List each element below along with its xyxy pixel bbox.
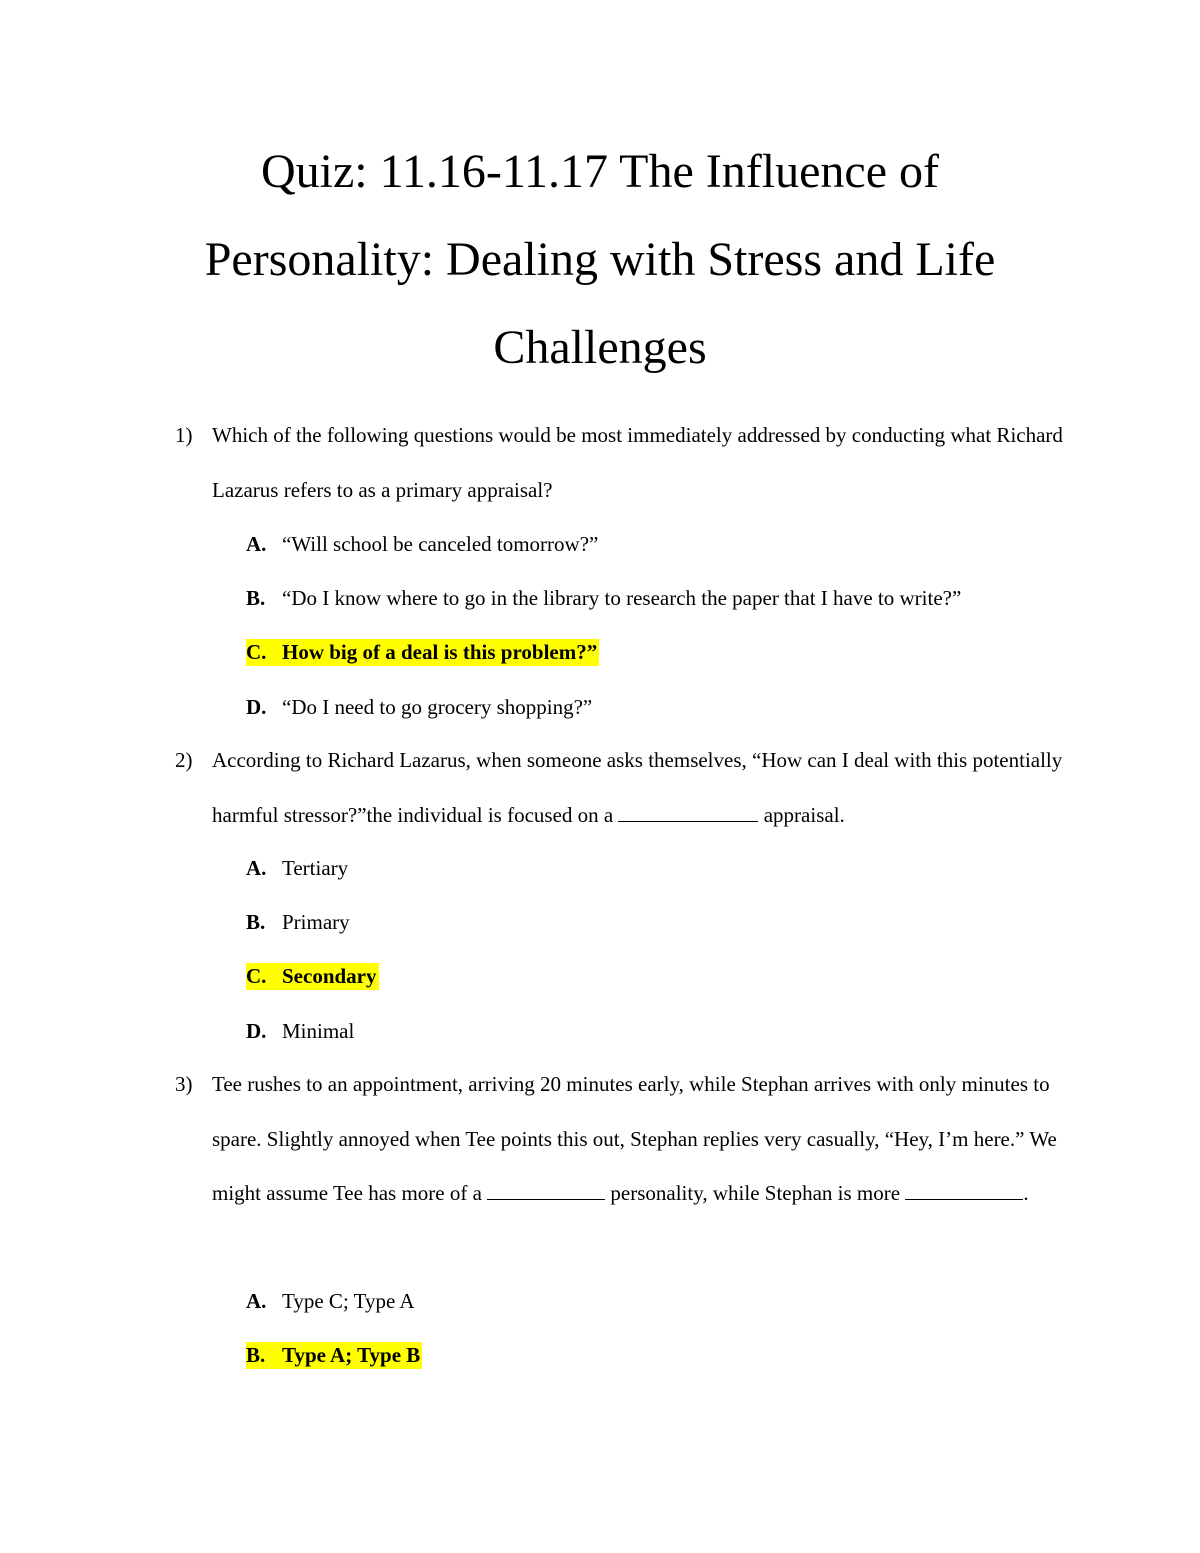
option-d [246,680,961,734]
option-letter: C. [246,964,267,989]
answer-blank [905,1181,1023,1200]
option-text: “Do I need to go grocery shopping?” [282,694,593,719]
option-c-correct-answer [246,625,961,679]
question-2 [175,733,1075,842]
question-1 [175,408,1075,517]
answer-highlight [246,1342,422,1369]
option-b [246,571,961,625]
answer-blank [487,1181,605,1200]
option-text: “Do I know where to go in the library to research the paper that I have to write?” [282,586,962,611]
option-c-correct-answer [246,949,379,1003]
title-line-3: Challenges [493,321,707,374]
question-2-options [246,841,379,1058]
question-1-options [246,517,961,734]
question-text-after: . [1023,1181,1029,1205]
question-3-options [246,1274,422,1382]
answer-blank [618,803,758,822]
question-number: 1) [175,423,193,447]
option-text: Minimal [282,1018,355,1043]
option-a [246,1274,422,1328]
document-title [100,128,1100,392]
option-text: Tertiary [282,856,349,880]
option-letter: A. [246,856,267,880]
question-number: 2) [175,748,193,772]
option-b [246,895,379,949]
option-letter: B. [246,910,266,935]
option-d [246,1004,379,1058]
question-number: 3) [175,1072,193,1096]
option-a [246,517,961,571]
option-text: Type A; Type B [282,1343,421,1368]
option-letter: C. [246,640,267,665]
question-text-before: Tee rushes to an appointment, arriving 20 minutes early, while Stephan arrives with only minutes to spare. Slightly annoyed when Tee points this out, Stephan replies very casually, “Hey, I’m here.” We might assume Tee has more of a [212,1072,1057,1205]
title-line-2: Personality: Dealing with Stress and Life [204,233,996,286]
option-letter: B. [246,586,266,611]
option-text: “Will school be canceled tomorrow?” [282,532,599,556]
title-line-1: Quiz: 11.16-11.17 The Influence of [260,145,940,198]
option-letter: A. [246,1289,267,1313]
question-text-after: appraisal. [763,802,845,827]
option-text: How big of a deal is this problem?” [282,640,598,665]
answer-highlight [246,639,599,666]
option-text: Primary [282,910,350,935]
option-b-correct-answer [246,1328,422,1382]
option-letter: B. [246,1343,266,1368]
question-text [212,733,1075,842]
answer-highlight [246,963,379,990]
option-letter: A. [246,532,267,556]
option-letter: D. [246,1018,267,1043]
option-text: Secondary [282,964,377,989]
option-letter: D. [246,694,267,719]
option-text: Type C; Type A [282,1289,415,1313]
question-3 [175,1057,1075,1221]
option-a [246,841,379,895]
question-text [212,1057,1075,1221]
question-text-middle: personality, while Stephan is more [610,1181,901,1205]
question-text: Which of the following questions would be most immediately addressed by conducting what Richard Lazarus refers to as a primary appraisal? [212,423,1063,502]
question-text-before: According to Richard Lazarus, when someone asks themselves, “How can I deal with this potentially harmful stressor?”the individual is focused on a [212,748,1063,827]
